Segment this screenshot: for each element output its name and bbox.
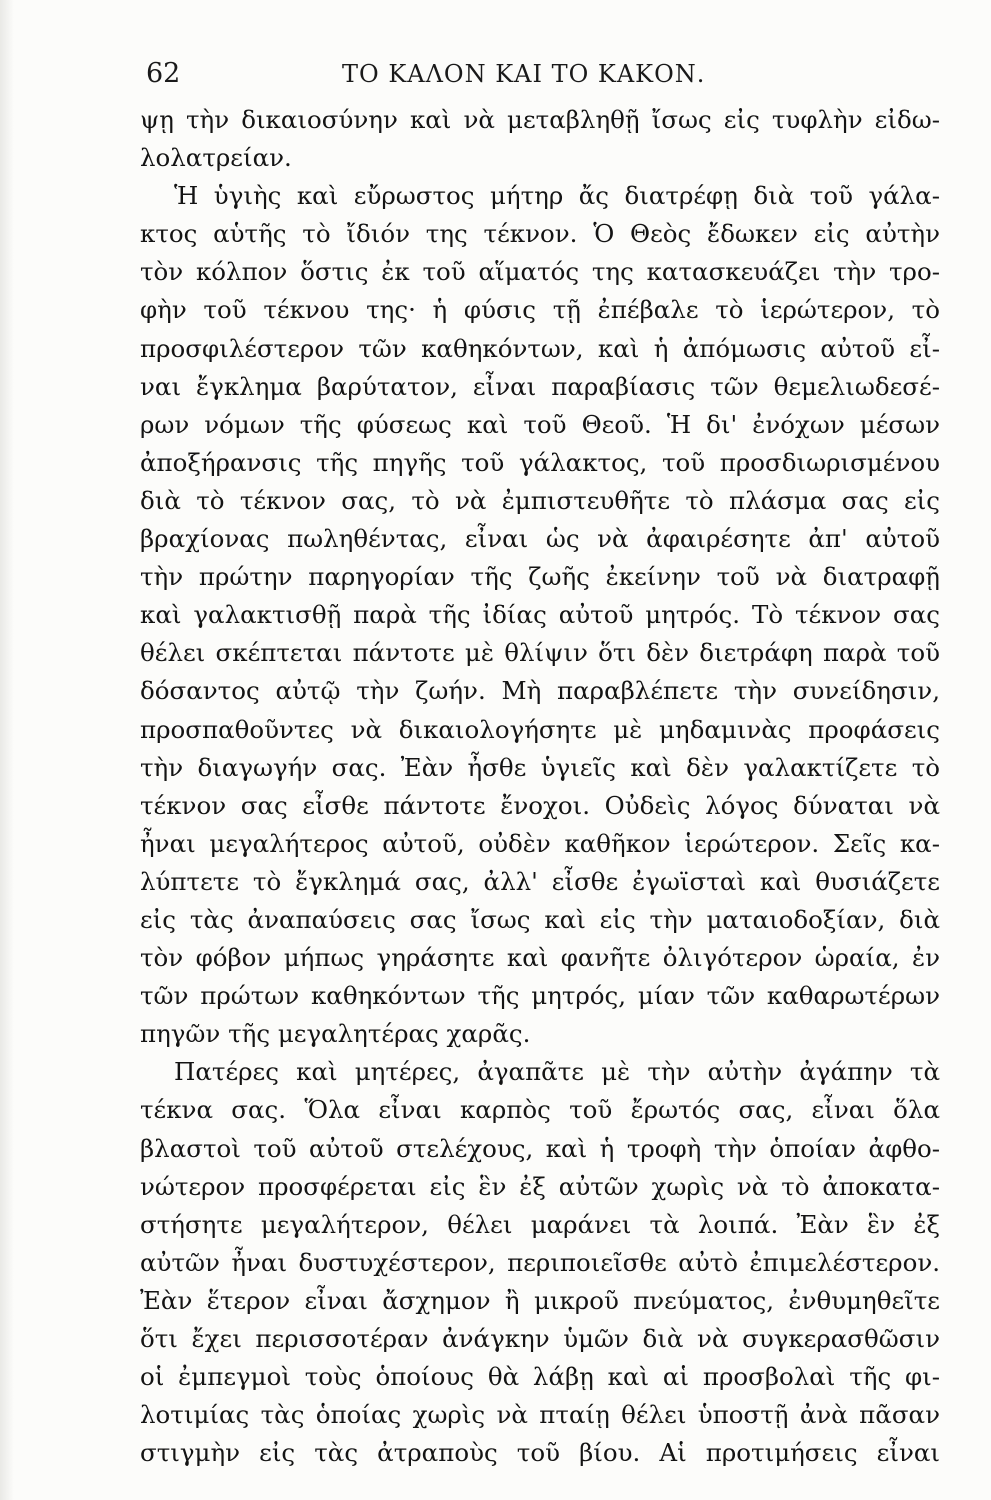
text-line: τῶν πρώτων καθηκόντων τῆς μητρός, μίαν τῶν καθαρωτέρων [140,981,940,1011]
text-line: βλαστοὶ τοῦ αὐτοῦ στελέχους, καὶ ἡ τροφὴ τὴν ὁποίαν ἀφθο- [140,1133,940,1163]
page-number: 62 [146,58,181,89]
text-line: φὴν τοῦ τέκνου της· ἡ φύσις τῇ ἐπέβαλε τὸ ἱερώτερον, τὸ [140,295,940,325]
page-edge-shadow [0,0,14,1500]
text-line: λύπτετε τὸ ἔγκλημά σας, ἀλλ' εἶσθε ἐγωϊσταὶ καὶ θυσιάζετε [140,866,940,896]
text-line: νώτερον προσφέρεται εἰς ἓν ἐξ αὐτῶν χωρὶς νὰ τὸ ἀποκατα- [140,1171,940,1201]
text-line: ναι ἔγκλημα βαρύτατον, εἶναι παραβίασις τῶν θεμελιωδεσέ- [140,371,940,401]
text-line: Ἡ ὑγιὴς καὶ εὔρωστος μήτηρ ἄς διατρέφῃ διὰ τοῦ γάλα- [174,181,940,211]
text-line: πηγῶν τῆς μεγαλητέρας χαρᾶς. [140,1019,531,1049]
text-line: δόσαντος αὐτῷ τὴν ζωήν. Μὴ παραβλέπετε τὴν συνείδησιν, [140,676,940,706]
text-line: στιγμὴν εἰς τὰς ἀτραποὺς τοῦ βίου. Αἱ προτιμήσεις εἶναι [140,1438,940,1468]
text-line: ψῃ τὴν δικαιοσύνην καὶ νὰ μεταβληθῇ ἴσως εἰς τυφλὴν εἰδω- [140,105,940,134]
body-text [140,101,940,1472]
text-line: ἦναι μεγαλήτερος αὐτοῦ, οὐδὲν καθῆκον ἱερώτερον. Σεῖς κα- [140,828,940,858]
text-line: στήσητε μεγαλήτερον, θέλει μαράνει τὰ λοιπά. Ἐὰν ἓν ἐξ [140,1209,940,1239]
text-line: Ἐὰν ἕτερον εἶναι ἄσχημον ἢ μικροῦ πνεύματος, ἐνθυμηθεῖτε [140,1285,940,1315]
text-line: προσφιλέστερον τῶν καθηκόντων, καὶ ἡ ἀπόμωσις αὐτοῦ εἶ- [140,333,940,363]
text-line: εἰς τὰς ἀναπαύσεις σας ἴσως καὶ εἰς τὴν ματαιοδοξίαν, διὰ [140,904,940,934]
text-line: προσπαθοῦντες νὰ δικαιολογήσητε μὲ μηδαμινὰς προφάσεις [140,714,940,744]
text-line: καὶ γαλακτισθῇ παρὰ τῆς ἰδίας αὐτοῦ μητρός. Τὸ τέκνον σας [140,600,940,630]
text-line: τέκνον σας εἶσθε πάντοτε ἔνοχοι. Οὐδεὶς λόγος δύναται νὰ [140,790,940,820]
text-line: βραχίονας πωληθέντας, εἶναι ὡς νὰ ἀφαιρέσητε ἀπ' αὐτοῦ [140,524,940,554]
text-line: τὴν διαγωγήν σας. Ἐὰν ἦσθε ὑγιεῖς καὶ δὲν γαλακτίζετε τὸ [140,752,940,782]
text-line: ρων νόμων τῆς φύσεως καὶ τοῦ Θεοῦ. Ἡ δι' ἐνόχων μέσων [140,409,940,439]
text-line: οἱ ἐμπεγμοὶ τοὺς ὁποίους θὰ λάβῃ καὶ αἱ προσβολαὶ τῆς φι- [140,1362,940,1392]
text-line: ὅτι ἔχει περισσοτέραν ἀνάγκην ὑμῶν διὰ νὰ συγκερασθῶσιν [140,1324,940,1353]
running-title: ΤΟ ΚΑΛΟΝ ΚΑΙ ΤΟ ΚΑΚΟΝ. [342,60,706,88]
text-line: τὴν πρώτην παρηγορίαν τῆς ζωῆς ἐκείνην τοῦ νὰ διατραφῇ [140,562,940,592]
text-line: ἀποξήρανσις τῆς πηγῆς τοῦ γάλακτος, τοῦ προσδιωρισμένου [140,447,940,477]
text-line: λολατρείαν. [140,143,292,173]
text-line: αὐτῶν ἦναι δυστυχέστερον, περιποιεῖσθε αὐτὸ ἐπιμελέστερον. [140,1247,940,1277]
text-line: θέλει σκέπτεται πάντοτε μὲ θλίψιν ὅτι δὲν διετράφη παρὰ τοῦ [140,638,940,668]
text-line: τέκνα σας. Ὅλα εἶναι καρπὸς τοῦ ἔρωτός σας, εἶναι ὅλα [140,1095,940,1125]
text-line: Πατέρες καὶ μητέρες, ἀγαπᾶτε μὲ τὴν αὐτὴν ἀγάπην τὰ [174,1057,940,1087]
text-line: τὸν φόβον μήπως γηράσητε καὶ φανῆτε ὀλιγότερον ὡραία, ἐν [140,943,940,973]
text-line: τὸν κόλπον ὅστις ἐκ τοῦ αἵματός της κατασκευάζει τὴν τρο- [140,257,940,287]
page-header [146,58,926,98]
text-line: κτος αὑτῆς τὸ ἴδιόν της τέκνον. Ὁ Θεὸς ἔδωκεν εἰς αὐτὴν [140,219,940,249]
text-line: διὰ τὸ τέκνον σας, τὸ νὰ ἐμπιστευθῆτε τὸ πλάσμα σας εἰς [140,485,940,515]
text-line: λοτιμίας τὰς ὁποίας χωρὶς νὰ πταίῃ θέλει ὑποστῇ ἀνὰ πᾶσαν [140,1400,940,1430]
